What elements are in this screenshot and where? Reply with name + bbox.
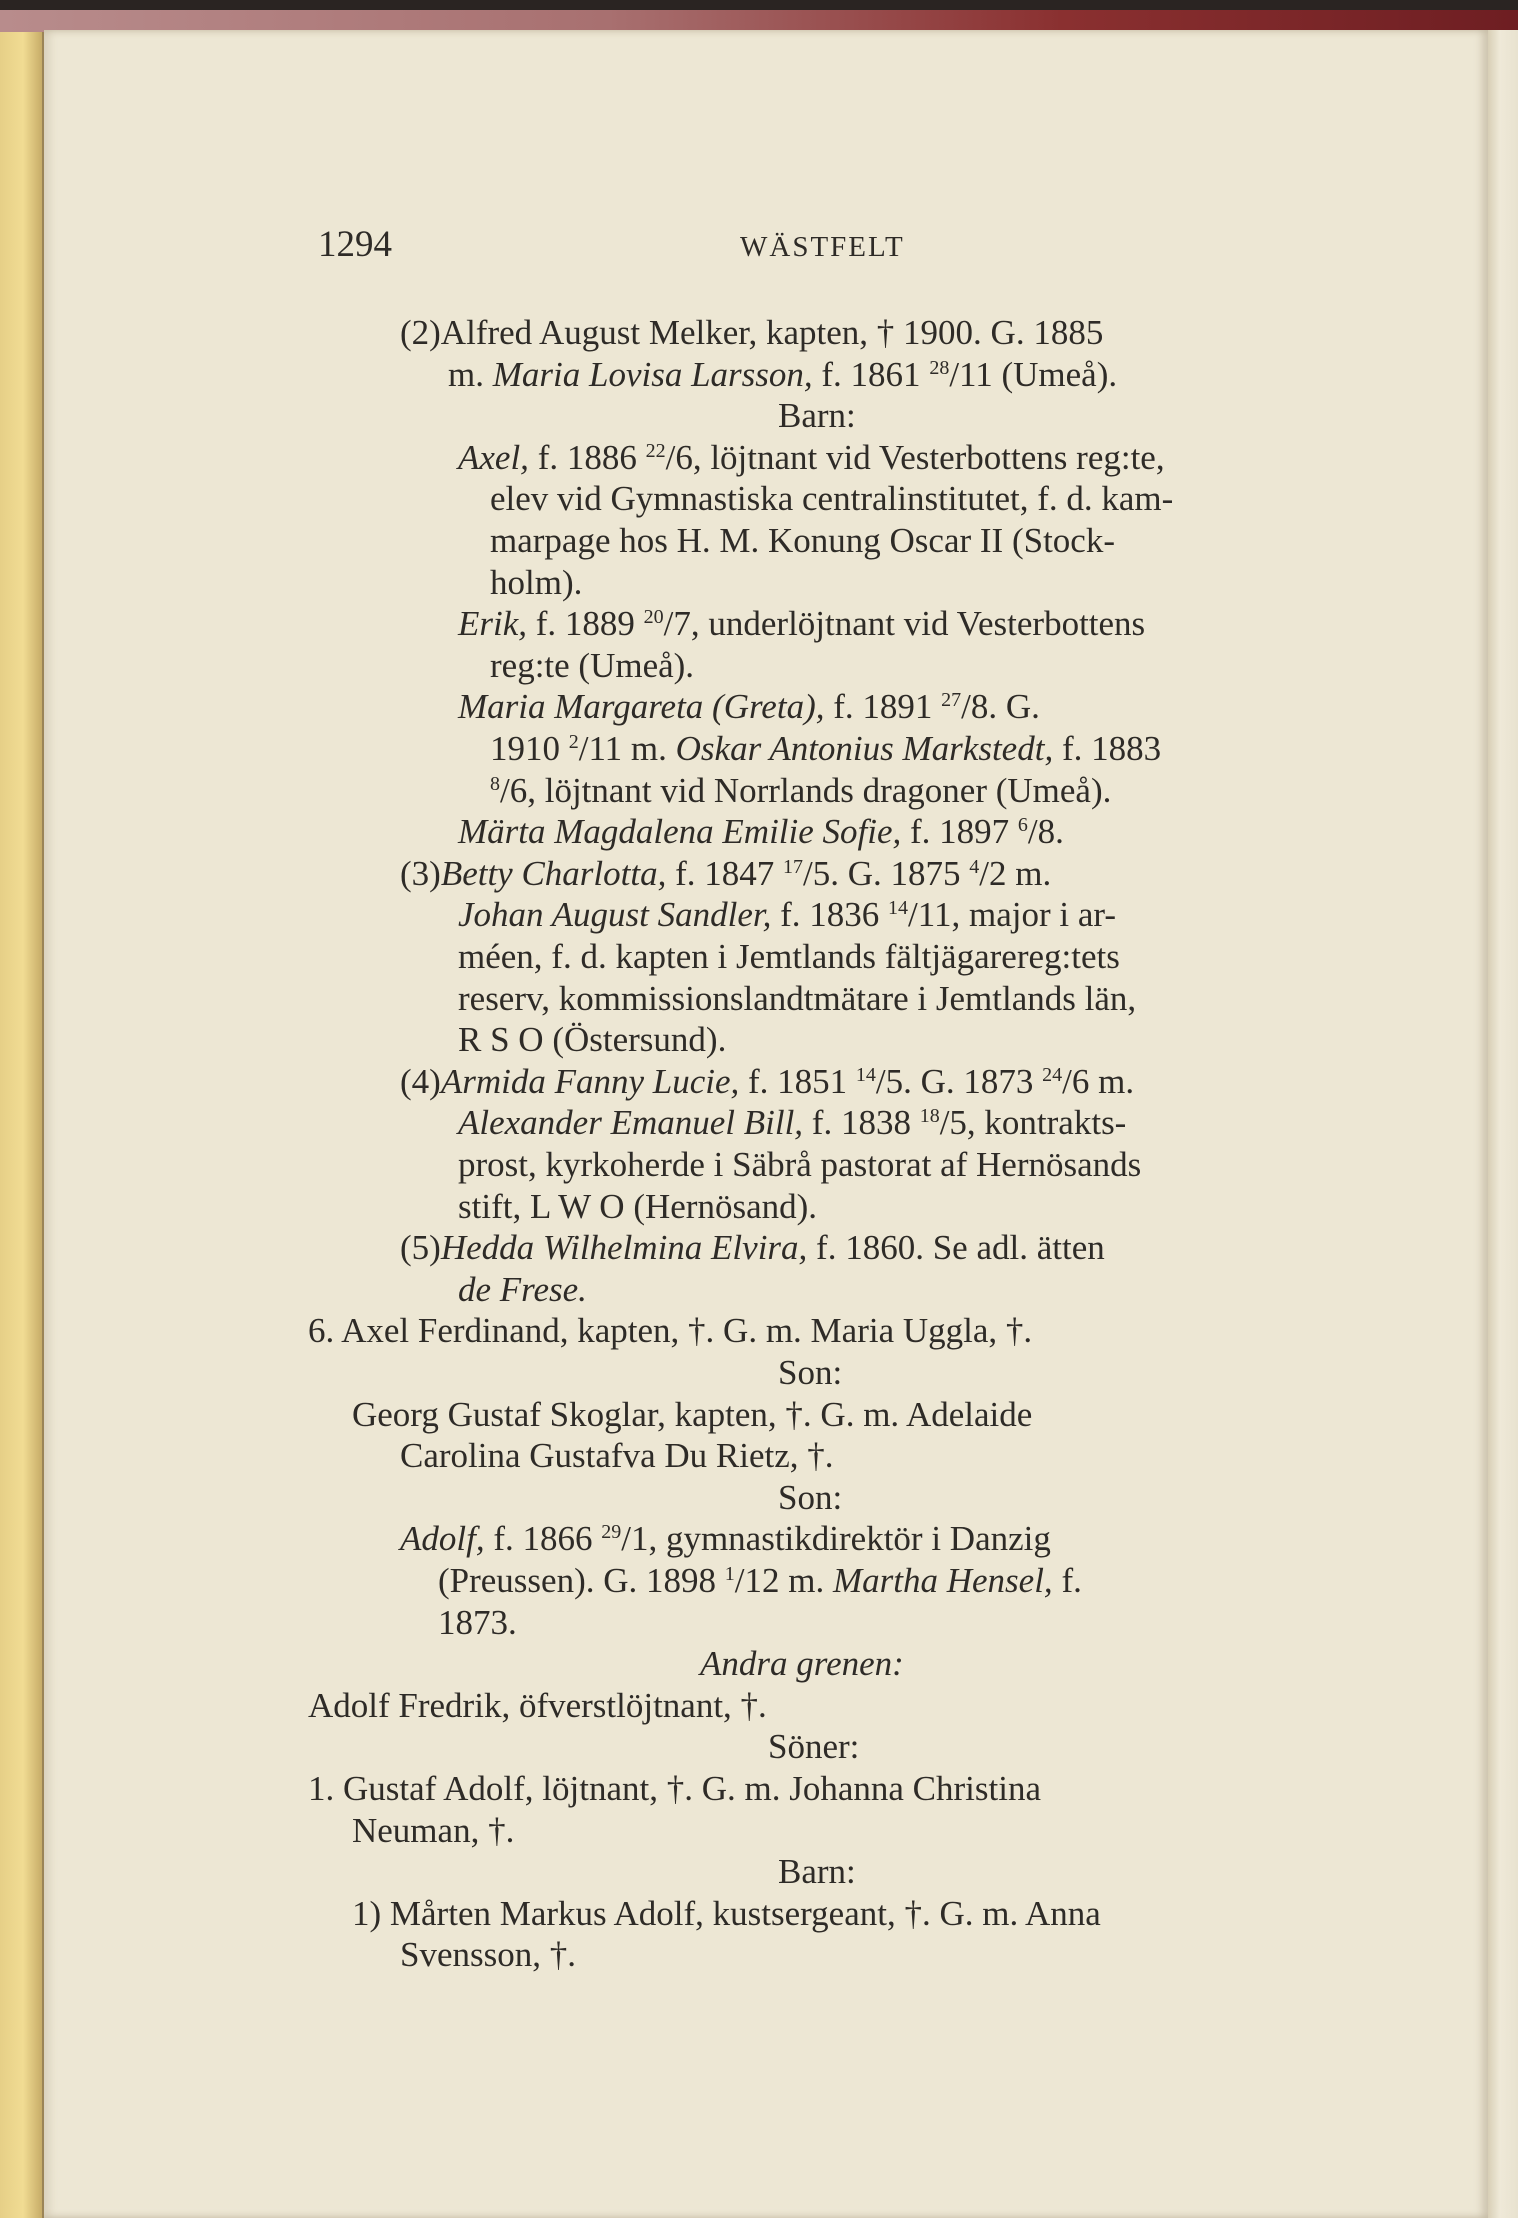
text-run: 1. Gustaf Adolf, löjtnant, †. G. m. Johanna Christina bbox=[308, 1769, 1041, 1808]
italic-name: Axel, bbox=[458, 438, 529, 477]
text-run: (Preussen). G. 1898 bbox=[438, 1561, 725, 1600]
text-run: /7, underlöjtnant vid Vesterbottens bbox=[663, 604, 1146, 643]
text-line bbox=[778, 395, 856, 437]
text-run: Georg Gustaf Skoglar, kapten, †. G. m. Adelaide bbox=[352, 1395, 1033, 1434]
text-run: /11, major i ar- bbox=[908, 895, 1116, 934]
italic-name: Martha Hensel, bbox=[832, 1561, 1053, 1600]
text-line bbox=[400, 1518, 1051, 1560]
text-run: 6. Axel Ferdinand, kapten, †. G. m. Maria Uggla, †. bbox=[308, 1311, 1033, 1350]
date-superscript: 27 bbox=[941, 689, 962, 711]
text-run: m. bbox=[448, 355, 493, 394]
text-line bbox=[490, 478, 1173, 520]
text-run: /8. bbox=[1027, 812, 1064, 851]
text-run: f. 1886 bbox=[528, 438, 646, 477]
text-run: (3) bbox=[400, 854, 441, 893]
text-line bbox=[490, 728, 1161, 770]
text-run: /2 m. bbox=[979, 854, 1052, 893]
text-run: f. 1838 bbox=[803, 1103, 920, 1142]
text-run: /6 m. bbox=[1062, 1062, 1135, 1101]
text-line bbox=[458, 1144, 1141, 1186]
text-line bbox=[352, 1893, 1101, 1935]
text-line bbox=[400, 312, 1103, 354]
text-run: (5) bbox=[400, 1228, 441, 1267]
text-line bbox=[400, 853, 1051, 895]
page-right-edge bbox=[1488, 30, 1518, 2218]
text-run: /11 (Umeå). bbox=[949, 355, 1118, 394]
italic-name: Alexander Emanuel Bill, bbox=[458, 1103, 804, 1142]
text-run: /5. G. 1875 bbox=[803, 854, 970, 893]
text-run: /11 m. bbox=[578, 729, 676, 768]
page-number: 1294 bbox=[318, 224, 392, 265]
text-line bbox=[400, 1435, 834, 1477]
text-line bbox=[438, 1560, 1082, 1602]
text-run: reserv, kommissionslandtmätare i Jemtlands län, bbox=[458, 979, 1137, 1018]
text-line bbox=[768, 1726, 859, 1768]
text-run: stift, L W O (Hernösand). bbox=[458, 1187, 818, 1226]
text-line bbox=[490, 645, 694, 687]
text-line bbox=[400, 1934, 576, 1976]
text-line bbox=[458, 603, 1145, 645]
italic-name: Oskar Antonius Markstedt, bbox=[675, 729, 1054, 768]
text-line bbox=[778, 1851, 856, 1893]
text-run: 1910 bbox=[490, 729, 569, 768]
text-line bbox=[448, 354, 1117, 396]
text-run: 1873. bbox=[438, 1603, 517, 1642]
italic-name: Märta Magdalena Emilie Sofie, bbox=[458, 812, 902, 851]
italic-name: Betty Charlotta, bbox=[440, 854, 667, 893]
italic-name: Andra grenen: bbox=[700, 1644, 904, 1683]
italic-name: Hedda Wilhelmina Elvira, bbox=[440, 1228, 808, 1267]
text-run: /1, gymnastikdirektör i Danzig bbox=[621, 1519, 1051, 1558]
text-line bbox=[778, 1352, 842, 1394]
date-superscript: 24 bbox=[1042, 1064, 1063, 1086]
genealogy-text-block bbox=[300, 312, 1340, 2072]
text-line bbox=[400, 1061, 1134, 1103]
text-run: Carolina Gustafva Du Rietz, †. bbox=[400, 1436, 834, 1475]
text-run: Neuman, †. bbox=[352, 1811, 515, 1850]
running-title: WÄSTFELT bbox=[740, 231, 905, 263]
date-superscript: 18 bbox=[919, 1105, 940, 1127]
text-line bbox=[778, 1477, 842, 1519]
text-run: f. 1861 bbox=[812, 355, 930, 394]
italic-name: de Frese. bbox=[458, 1270, 587, 1309]
italic-name: Maria Margareta (Greta), bbox=[458, 687, 825, 726]
italic-name: Johan August Sandler, bbox=[458, 895, 772, 934]
italic-name: Erik, bbox=[458, 604, 528, 643]
date-superscript: 4 bbox=[969, 856, 980, 878]
text-line bbox=[700, 1643, 904, 1685]
text-line bbox=[352, 1394, 1032, 1436]
text-line bbox=[458, 1186, 817, 1228]
text-run: /6, löjtnant vid Norrlands dragoner (Umeå). bbox=[500, 771, 1112, 810]
text-line bbox=[308, 1768, 1041, 1810]
text-run: f. 1860. Se adl. ätten bbox=[807, 1228, 1105, 1267]
text-line bbox=[458, 1269, 587, 1311]
text-run: elev vid Gymnastiska centralinstitutet, f. d. kam- bbox=[490, 479, 1174, 518]
text-line bbox=[458, 894, 1116, 936]
text-run: reg:te (Umeå). bbox=[490, 646, 695, 685]
text-line bbox=[490, 770, 1111, 812]
text-line bbox=[490, 520, 1115, 562]
text-run: /8. G. bbox=[961, 687, 1040, 726]
text-run: Barn: bbox=[778, 396, 856, 435]
text-line bbox=[352, 1810, 514, 1852]
date-superscript: 20 bbox=[643, 606, 664, 628]
date-superscript: 2 bbox=[568, 731, 579, 753]
date-superscript: 22 bbox=[645, 440, 666, 462]
text-line bbox=[458, 936, 1120, 978]
date-superscript: 17 bbox=[783, 856, 804, 878]
text-run: /5, kontrakts- bbox=[939, 1103, 1127, 1142]
date-superscript: 6 bbox=[1017, 814, 1028, 836]
date-superscript: 14 bbox=[855, 1064, 876, 1086]
date-superscript: 29 bbox=[601, 1521, 622, 1543]
text-run: marpage hos H. M. Konung Oscar II (Stock- bbox=[490, 521, 1115, 560]
text-run: Son: bbox=[778, 1353, 843, 1392]
text-line bbox=[308, 1310, 1032, 1352]
italic-name: Armida Fanny Lucie, bbox=[440, 1062, 740, 1101]
text-run: f. 1889 bbox=[527, 604, 644, 643]
text-run: Söner: bbox=[768, 1727, 860, 1766]
text-run: (2)Alfred August Melker, kapten, † 1900. G. 1885 bbox=[400, 313, 1104, 352]
text-line bbox=[400, 1227, 1105, 1269]
book-spine-edge bbox=[0, 32, 44, 2218]
text-run: R S O (Östersund). bbox=[458, 1020, 727, 1059]
text-run: Svensson, †. bbox=[400, 1935, 576, 1974]
text-run: holm). bbox=[490, 563, 583, 602]
text-line bbox=[490, 562, 582, 604]
date-superscript: 14 bbox=[888, 897, 909, 919]
text-run: /6, löjtnant vid Vesterbottens reg:te, bbox=[665, 438, 1165, 477]
text-run: Son: bbox=[778, 1478, 843, 1517]
text-run: f. 1836 bbox=[771, 895, 889, 934]
text-line bbox=[458, 437, 1165, 479]
text-run: 1) Mårten Markus Adolf, kustsergeant, †. G. m. Anna bbox=[352, 1894, 1101, 1933]
text-run: f. 1866 bbox=[484, 1519, 602, 1558]
date-superscript: 8 bbox=[490, 773, 500, 795]
text-run: Adolf Fredrik, öfverstlöjtnant, †. bbox=[308, 1686, 767, 1725]
text-run: f. 1891 bbox=[824, 687, 942, 726]
text-line bbox=[458, 686, 1040, 728]
text-run: Barn: bbox=[778, 1852, 856, 1891]
text-run: f. 1883 bbox=[1053, 729, 1162, 768]
text-line bbox=[438, 1602, 517, 1644]
text-run: f. 1897 bbox=[901, 812, 1018, 851]
text-line bbox=[458, 811, 1064, 853]
text-run: (4) bbox=[400, 1062, 441, 1101]
italic-name: Maria Lovisa Larsson, bbox=[492, 355, 813, 394]
text-run: méen, f. d. kapten i Jemtlands fältjägarereg:tets bbox=[458, 937, 1120, 976]
text-run: f. bbox=[1052, 1561, 1082, 1600]
text-run: f. 1851 bbox=[739, 1062, 856, 1101]
text-run: prost, kyrkoherde i Säbrå pastorat af Hernösands bbox=[458, 1145, 1142, 1184]
text-run: /5. G. 1873 bbox=[875, 1062, 1043, 1101]
text-line bbox=[458, 978, 1136, 1020]
italic-name: Adolf, bbox=[400, 1519, 485, 1558]
text-run: f. 1847 bbox=[666, 854, 784, 893]
top-binding-strip bbox=[0, 0, 1518, 32]
text-line bbox=[458, 1019, 726, 1061]
date-superscript: 28 bbox=[929, 357, 950, 379]
text-run: /12 m. bbox=[734, 1561, 833, 1600]
date-superscript: 1 bbox=[724, 1563, 735, 1585]
text-line bbox=[308, 1685, 767, 1727]
text-line bbox=[458, 1102, 1126, 1144]
